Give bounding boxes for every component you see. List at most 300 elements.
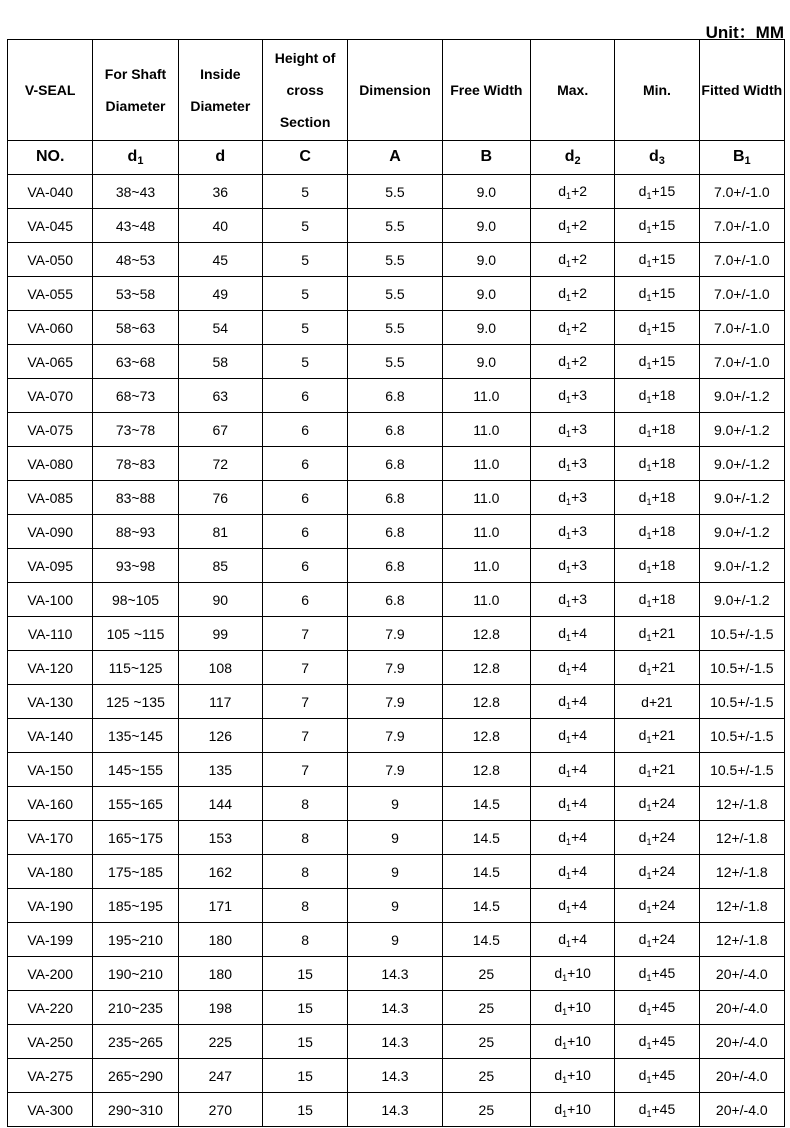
table-cell: 48~53 <box>93 243 178 277</box>
table-cell: $d_1+2$ <box>530 345 614 379</box>
table-cell: 9.0 <box>442 175 530 209</box>
table-cell: 15 <box>262 1025 347 1059</box>
symbol-cell <box>93 141 178 175</box>
table-cell: 145~155 <box>93 753 178 787</box>
table-cell: 7.9 <box>348 617 442 651</box>
table-cell: $d_1+15$ <box>615 209 699 243</box>
table-cell: 14.5 <box>442 821 530 855</box>
table-cell: 38~43 <box>93 175 178 209</box>
table-cell: $d_1+4$ <box>530 719 614 753</box>
table-cell: 9.0+/-1.2 <box>699 481 784 515</box>
table-cell: VA-050 <box>8 243 93 277</box>
table-cell: 5 <box>262 277 347 311</box>
table-cell: $d_1+2$ <box>530 175 614 209</box>
table-cell: 6 <box>262 583 347 617</box>
symbol-base: d <box>564 148 575 165</box>
table-cell: 5.5 <box>348 311 442 345</box>
symbol-base: C <box>299 148 311 165</box>
table-cell: 14.3 <box>348 957 442 991</box>
table-cell: VA-150 <box>8 753 93 787</box>
table-cell: 9 <box>348 889 442 923</box>
table-cell: 81 <box>178 515 262 549</box>
table-row <box>8 651 785 685</box>
table-cell: $d_1+18$ <box>615 549 699 583</box>
table-cell: VA-170 <box>8 821 93 855</box>
table-cell: 198 <box>178 991 262 1025</box>
table-cell: 14.5 <box>442 787 530 821</box>
header-cell: For Shaft Diameter <box>93 40 178 141</box>
table-body <box>8 40 785 1127</box>
table-cell: 270 <box>178 1093 262 1127</box>
table-cell: 14.5 <box>442 889 530 923</box>
table-cell: 5 <box>262 209 347 243</box>
table-cell: 99 <box>178 617 262 651</box>
symbol-cell <box>178 141 262 175</box>
table-cell: 108 <box>178 651 262 685</box>
table-cell: 117 <box>178 685 262 719</box>
table-cell: 20+/-4.0 <box>699 1059 784 1093</box>
table-cell: 155~165 <box>93 787 178 821</box>
table-row <box>8 855 785 889</box>
table-cell: 20+/-4.0 <box>699 991 784 1025</box>
table-cell: $d_1+10$ <box>530 1093 614 1127</box>
table-cell: $d_1+18$ <box>615 583 699 617</box>
table-cell: 5 <box>262 311 347 345</box>
table-cell: 25 <box>442 1093 530 1127</box>
table-cell: 98~105 <box>93 583 178 617</box>
table-cell: 14.3 <box>348 1025 442 1059</box>
table-cell: 290~310 <box>93 1093 178 1127</box>
symbol-cell <box>615 141 699 175</box>
symbol-sub: 3 <box>658 155 665 167</box>
table-cell: $d_1+15$ <box>615 277 699 311</box>
table-cell: 9 <box>348 787 442 821</box>
table-cell: 195~210 <box>93 923 178 957</box>
table-cell: VA-095 <box>8 549 93 583</box>
table-cell: 180 <box>178 923 262 957</box>
symbol-base: B <box>732 148 745 165</box>
v-seal-spec-table <box>7 39 785 1127</box>
table-cell: VA-220 <box>8 991 93 1025</box>
table-cell: 6.8 <box>348 481 442 515</box>
symbol-cell <box>699 141 784 175</box>
table-cell: 8 <box>262 923 347 957</box>
table-cell: 83~88 <box>93 481 178 515</box>
table-cell: 25 <box>442 991 530 1025</box>
table-cell: VA-180 <box>8 855 93 889</box>
table-cell: $d_1+10$ <box>530 991 614 1025</box>
table-cell: 12.8 <box>442 617 530 651</box>
table-cell: $d_1+15$ <box>615 311 699 345</box>
table-cell: $d_1+24$ <box>615 787 699 821</box>
table-cell: 9.0+/-1.2 <box>699 583 784 617</box>
table-cell: 10.5+/-1.5 <box>699 651 784 685</box>
symbol-sub: 2 <box>574 155 581 167</box>
table-cell: $d_1+4$ <box>530 685 614 719</box>
table-cell: 6.8 <box>348 413 442 447</box>
table-cell: 7 <box>262 753 347 787</box>
table-cell: 144 <box>178 787 262 821</box>
table-cell: 7.0+/-1.0 <box>699 345 784 379</box>
table-cell: $d_1+15$ <box>615 175 699 209</box>
table-row <box>8 413 785 447</box>
table-cell: 6 <box>262 481 347 515</box>
table-cell: 9.0 <box>442 311 530 345</box>
table-cell: 8 <box>262 889 347 923</box>
table-cell: 7.0+/-1.0 <box>699 209 784 243</box>
table-cell: 11.0 <box>442 481 530 515</box>
symbol-base: NO. <box>35 148 65 165</box>
table-cell: 72 <box>178 447 262 481</box>
table-cell: 9.0 <box>442 209 530 243</box>
table-cell: $d_1+2$ <box>530 277 614 311</box>
table-cell: 115~125 <box>93 651 178 685</box>
table-cell: VA-070 <box>8 379 93 413</box>
table-cell: 9.0 <box>442 345 530 379</box>
table-cell: 67 <box>178 413 262 447</box>
table-cell: $d_1+4$ <box>530 787 614 821</box>
table-cell: 15 <box>262 1059 347 1093</box>
table-cell: 93~98 <box>93 549 178 583</box>
table-cell: 9.0+/-1.2 <box>699 447 784 481</box>
table-row <box>8 481 785 515</box>
table-cell: 12+/-1.8 <box>699 821 784 855</box>
table-cell: $d_1+2$ <box>530 209 614 243</box>
symbol-cell <box>348 141 442 175</box>
table-cell: $d_1+2$ <box>530 243 614 277</box>
table-cell: VA-110 <box>8 617 93 651</box>
symbol-cell <box>442 141 530 175</box>
table-cell: 12.8 <box>442 685 530 719</box>
table-cell: $d_1+21$ <box>615 617 699 651</box>
table-cell: $d_1+21$ <box>615 651 699 685</box>
table-cell: VA-085 <box>8 481 93 515</box>
table-cell: $d_1+24$ <box>615 821 699 855</box>
table-cell: 20+/-4.0 <box>699 1025 784 1059</box>
table-cell: VA-275 <box>8 1059 93 1093</box>
table-cell: 10.5+/-1.5 <box>699 753 784 787</box>
table-cell: 12+/-1.8 <box>699 889 784 923</box>
table-cell: $d_1+15$ <box>615 243 699 277</box>
table-cell: $d_1+21$ <box>615 719 699 753</box>
table-cell: 14.5 <box>442 923 530 957</box>
table-cell: $d_1+18$ <box>615 515 699 549</box>
header-cell: Fitted Width <box>699 40 784 141</box>
table-cell: 73~78 <box>93 413 178 447</box>
table-cell: 12+/-1.8 <box>699 923 784 957</box>
table-cell: 7.0+/-1.0 <box>699 277 784 311</box>
symbol-sub: 1 <box>137 155 144 167</box>
table-cell: 10.5+/-1.5 <box>699 685 784 719</box>
table-cell: 5 <box>262 175 347 209</box>
table-cell: VA-199 <box>8 923 93 957</box>
table-cell: $d_1+4$ <box>530 923 614 957</box>
table-cell: $d_1+18$ <box>615 447 699 481</box>
table-cell: 11.0 <box>442 583 530 617</box>
table-cell: $d_1+4$ <box>530 889 614 923</box>
table-cell: 7 <box>262 685 347 719</box>
table-cell: 105 ~115 <box>93 617 178 651</box>
table-cell: 9.0+/-1.2 <box>699 515 784 549</box>
symbol-cell <box>8 141 93 175</box>
header-cell: V-SEAL <box>8 40 93 141</box>
table-cell: 15 <box>262 991 347 1025</box>
table-row <box>8 447 785 481</box>
table-cell: 9 <box>348 855 442 889</box>
table-cell: $d_1+3$ <box>530 413 614 447</box>
table-cell: $d_1+45$ <box>615 991 699 1025</box>
table-cell: 53~58 <box>93 277 178 311</box>
table-cell: $d_1+3$ <box>530 549 614 583</box>
header-cell: Min. <box>615 40 699 141</box>
table-cell: 126 <box>178 719 262 753</box>
table-cell: VA-055 <box>8 277 93 311</box>
symbol-cell <box>530 141 614 175</box>
symbol-base: d <box>649 148 659 165</box>
table-cell: $d_1+4$ <box>530 753 614 787</box>
table-cell: $d_1+45$ <box>615 1025 699 1059</box>
table-cell: 76 <box>178 481 262 515</box>
table-cell: 165~175 <box>93 821 178 855</box>
table-cell: VA-100 <box>8 583 93 617</box>
table-cell: 6 <box>262 379 347 413</box>
table-cell: $d_1+24$ <box>615 855 699 889</box>
table-row <box>8 175 785 209</box>
symbol-base: d <box>127 148 138 165</box>
table-cell: $d_1+18$ <box>615 413 699 447</box>
table-cell: 12+/-1.8 <box>699 855 784 889</box>
table-cell: 49 <box>178 277 262 311</box>
table-cell: 7.0+/-1.0 <box>699 311 784 345</box>
table-row <box>8 889 785 923</box>
table-cell: 58~63 <box>93 311 178 345</box>
table-cell: 36 <box>178 175 262 209</box>
table-row <box>8 991 785 1025</box>
table-row <box>8 515 785 549</box>
table-cell: 5 <box>262 345 347 379</box>
table-cell: VA-160 <box>8 787 93 821</box>
symbol-base: A <box>389 148 401 165</box>
table-cell: 58 <box>178 345 262 379</box>
table-cell: 7.0+/-1.0 <box>699 243 784 277</box>
table-cell: $d_1+24$ <box>615 923 699 957</box>
table-row <box>8 753 785 787</box>
table-cell: 11.0 <box>442 447 530 481</box>
table-cell: 6 <box>262 413 347 447</box>
table-cell: 25 <box>442 957 530 991</box>
table-cell: $d_1+18$ <box>615 481 699 515</box>
table-cell: VA-190 <box>8 889 93 923</box>
table-row <box>8 345 785 379</box>
table-cell: $d_1+4$ <box>530 821 614 855</box>
table-cell: 210~235 <box>93 991 178 1025</box>
table-cell: 7 <box>262 719 347 753</box>
header-row-labels <box>8 40 785 141</box>
table-cell: 12.8 <box>442 719 530 753</box>
table-cell: 25 <box>442 1059 530 1093</box>
table-row <box>8 243 785 277</box>
table-row <box>8 617 785 651</box>
table-cell: 11.0 <box>442 515 530 549</box>
table-cell: 9 <box>348 923 442 957</box>
table-cell: 5 <box>262 243 347 277</box>
symbol-sub: 1 <box>744 155 751 167</box>
table-cell: 6.8 <box>348 515 442 549</box>
table-cell: 7.9 <box>348 719 442 753</box>
table-row <box>8 583 785 617</box>
table-cell: VA-075 <box>8 413 93 447</box>
table-cell: 235~265 <box>93 1025 178 1059</box>
table-cell: $d_1+4$ <box>530 855 614 889</box>
table-row <box>8 1093 785 1127</box>
table-cell: d+21 <box>615 685 699 719</box>
table-cell: VA-065 <box>8 345 93 379</box>
table-cell: 8 <box>262 821 347 855</box>
table-cell: 6 <box>262 447 347 481</box>
table-cell: 9.0+/-1.2 <box>699 413 784 447</box>
table-row <box>8 311 785 345</box>
table-cell: 247 <box>178 1059 262 1093</box>
table-cell: 11.0 <box>442 379 530 413</box>
table-cell: $d_1+21$ <box>615 753 699 787</box>
symbol-cell <box>262 141 347 175</box>
table-cell: 6.8 <box>348 447 442 481</box>
table-cell: 12+/-1.8 <box>699 787 784 821</box>
header-cell: Free Width <box>442 40 530 141</box>
table-cell: 5.5 <box>348 175 442 209</box>
table-cell: $d_1+45$ <box>615 1093 699 1127</box>
table-cell: 90 <box>178 583 262 617</box>
table-cell: 8 <box>262 855 347 889</box>
table-cell: 125 ~135 <box>93 685 178 719</box>
table-cell: $d_1+24$ <box>615 889 699 923</box>
table-cell: 15 <box>262 1093 347 1127</box>
table-cell: 11.0 <box>442 549 530 583</box>
table-cell: $d_1+3$ <box>530 447 614 481</box>
table-cell: VA-130 <box>8 685 93 719</box>
table-cell: $d_1+15$ <box>615 345 699 379</box>
table-cell: 9.0+/-1.2 <box>699 379 784 413</box>
table-cell: $d_1+10$ <box>530 957 614 991</box>
table-cell: 171 <box>178 889 262 923</box>
table-cell: 5.5 <box>348 277 442 311</box>
table-cell: 78~83 <box>93 447 178 481</box>
table-cell: 54 <box>178 311 262 345</box>
table-cell: 6 <box>262 515 347 549</box>
table-row <box>8 549 785 583</box>
table-cell: 10.5+/-1.5 <box>699 719 784 753</box>
table-row <box>8 1059 785 1093</box>
table-cell: $d_1+3$ <box>530 379 614 413</box>
table-cell: 9 <box>348 821 442 855</box>
header-cell: Inside Diameter <box>178 40 262 141</box>
symbol-base: B <box>480 148 493 165</box>
unit-label: Unit：MM <box>705 23 784 42</box>
table-cell: 63~68 <box>93 345 178 379</box>
table-cell: 85 <box>178 549 262 583</box>
table-cell: 10.5+/-1.5 <box>699 617 784 651</box>
table-cell: $d_1+10$ <box>530 1059 614 1093</box>
table-cell: 40 <box>178 209 262 243</box>
table-cell: 5.5 <box>348 243 442 277</box>
table-cell: 135 <box>178 753 262 787</box>
table-cell: 6 <box>262 549 347 583</box>
table-cell: 11.0 <box>442 413 530 447</box>
table-cell: 5.5 <box>348 345 442 379</box>
table-cell: 6.8 <box>348 549 442 583</box>
table-row <box>8 957 785 991</box>
table-cell: $d_1+2$ <box>530 311 614 345</box>
table-cell: 9.0 <box>442 277 530 311</box>
table-cell: 185~195 <box>93 889 178 923</box>
table-cell: 225 <box>178 1025 262 1059</box>
table-row <box>8 719 785 753</box>
table-cell: VA-300 <box>8 1093 93 1127</box>
symbol-base: d <box>215 148 226 165</box>
table-cell: 88~93 <box>93 515 178 549</box>
table-cell: VA-140 <box>8 719 93 753</box>
table-cell: 14.3 <box>348 1093 442 1127</box>
header-cell: Height of cross Section <box>262 40 347 141</box>
table-cell: $d_1+18$ <box>615 379 699 413</box>
table-cell: $d_1+4$ <box>530 651 614 685</box>
table-cell: 20+/-4.0 <box>699 1093 784 1127</box>
table-cell: 43~48 <box>93 209 178 243</box>
table-cell: 5.5 <box>348 209 442 243</box>
table-cell: VA-060 <box>8 311 93 345</box>
table-cell: $d_1+3$ <box>530 515 614 549</box>
table-row <box>8 923 785 957</box>
table-cell: 63 <box>178 379 262 413</box>
header-cell: Max. <box>530 40 614 141</box>
table-cell: VA-120 <box>8 651 93 685</box>
table-cell: 20+/-4.0 <box>699 957 784 991</box>
table-row <box>8 209 785 243</box>
table-cell: 14.3 <box>348 1059 442 1093</box>
table-row <box>8 685 785 719</box>
table-cell: 12.8 <box>442 651 530 685</box>
table-cell: VA-040 <box>8 175 93 209</box>
table-cell: 7 <box>262 651 347 685</box>
table-cell: 190~210 <box>93 957 178 991</box>
header-cell: Dimension <box>348 40 442 141</box>
table-cell: 6.8 <box>348 379 442 413</box>
table-cell: 7.9 <box>348 753 442 787</box>
table-row <box>8 277 785 311</box>
table-cell: 68~73 <box>93 379 178 413</box>
table-cell: 175~185 <box>93 855 178 889</box>
table-cell: 14.5 <box>442 855 530 889</box>
table-cell: $d_1+3$ <box>530 583 614 617</box>
table-row <box>8 1025 785 1059</box>
table-cell: $d_1+4$ <box>530 617 614 651</box>
header-row-symbols <box>8 141 785 175</box>
table-row <box>8 379 785 413</box>
table-cell: 14.3 <box>348 991 442 1025</box>
table-cell: 15 <box>262 957 347 991</box>
table-cell: $d_1+3$ <box>530 481 614 515</box>
table-cell: 265~290 <box>93 1059 178 1093</box>
table-cell: 153 <box>178 821 262 855</box>
table-cell: 7.0+/-1.0 <box>699 175 784 209</box>
table-cell: 6.8 <box>348 583 442 617</box>
table-cell: 8 <box>262 787 347 821</box>
table-cell: VA-250 <box>8 1025 93 1059</box>
table-cell: 9.0 <box>442 243 530 277</box>
table-cell: 9.0+/-1.2 <box>699 549 784 583</box>
table-cell: VA-090 <box>8 515 93 549</box>
table-cell: 135~145 <box>93 719 178 753</box>
